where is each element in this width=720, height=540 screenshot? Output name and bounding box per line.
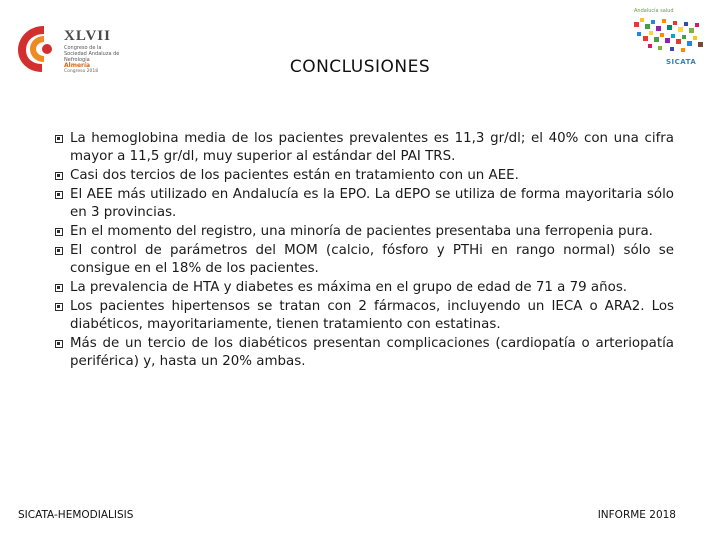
bullet-icon bbox=[55, 228, 63, 236]
list-item: El control de parámetros del MOM (calcio, fósforo y PTHi en rango normal) sólo se consigue en el 18% de los pacientes. bbox=[60, 242, 674, 278]
page-title: CONCLUSIONES bbox=[289, 57, 431, 77]
list-item: Más de un tercio de los diabéticos presentan complicaciones (cardiopatía o arteriopatía periférica) y, hasta un 20% ambas. bbox=[60, 335, 674, 371]
sicata-brand: SICATA bbox=[666, 58, 697, 66]
list-item: El AEE más utilizado en Andalucía es la EPO. La dEPO se utiliza de forma mayoritaria sólo en 3 provincias. bbox=[60, 186, 674, 222]
congress-dates: Congreso 2018 bbox=[64, 69, 99, 74]
sicata-tagline: Andalucía salud bbox=[634, 8, 674, 14]
conclusions-list bbox=[60, 130, 674, 372]
footer-source: SICATA-HEMODIALISIS bbox=[18, 509, 134, 521]
bullet-icon bbox=[55, 191, 63, 199]
congress-subtitle: Congreso de la Sociedad Andaluza de Nefrología bbox=[64, 45, 120, 63]
list-item: Los pacientes hipertensos se tratan con 2 fármacos, incluyendo un IECA o ARA2. Los diabéticos, mayoritariamente, tienen tratamiento con estatinas. bbox=[60, 298, 674, 334]
bullet-icon bbox=[55, 284, 63, 292]
congress-city: Almería bbox=[64, 62, 91, 69]
bullet-icon bbox=[55, 172, 63, 180]
list-item: La hemoglobina media de los pacientes prevalentes es 11,3 gr/dl; el 40% con una cifra mayor a 11,5 gr/dl, muy superior al estándar del PAI TRS. bbox=[60, 130, 674, 166]
footer-report: INFORME 2018 bbox=[597, 509, 676, 521]
congress-number: XLVII bbox=[64, 28, 111, 44]
list-item: La prevalencia de HTA y diabetes es máxima en el grupo de edad de 71 a 79 años. bbox=[60, 279, 674, 297]
list-item: Casi dos tercios de los pacientes están en tratamiento con un AEE. bbox=[60, 167, 674, 185]
list-item: En el momento del registro, una minoría de pacientes presentaba una ferropenia pura. bbox=[60, 223, 674, 241]
bullet-icon bbox=[55, 340, 63, 348]
bullet-icon bbox=[55, 303, 63, 311]
bullet-icon bbox=[55, 135, 63, 143]
bullet-icon bbox=[55, 247, 63, 255]
